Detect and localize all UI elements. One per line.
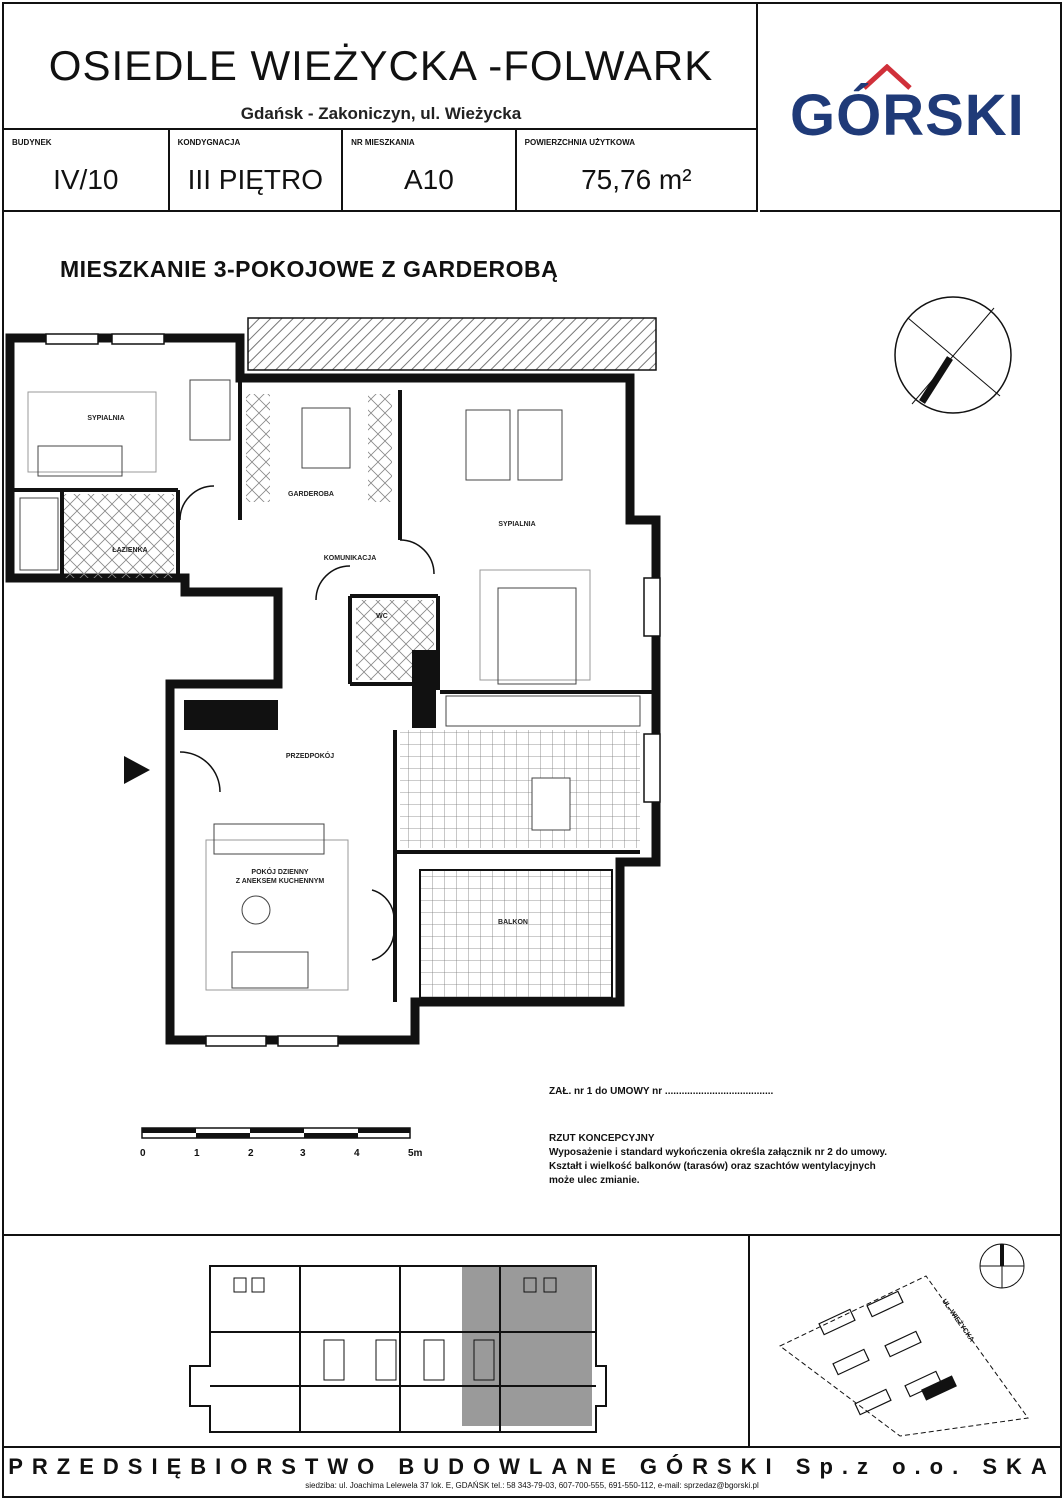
company-logo: GÓRSKI bbox=[790, 83, 1025, 148]
room-label-wc: WC bbox=[376, 613, 388, 620]
info-label: BUDYNEK bbox=[12, 138, 52, 147]
carpet bbox=[480, 570, 590, 680]
wardrobe-block bbox=[184, 700, 278, 730]
room-label-bedroom: SYPIALNIA bbox=[498, 521, 536, 528]
project-subtitle: Gdańsk - Zakoniczyn, ul. Wieżycka bbox=[240, 104, 522, 123]
plan-notes bbox=[549, 1132, 1039, 1188]
sofa bbox=[214, 824, 324, 854]
kitchen-floor bbox=[400, 730, 640, 848]
scale-bar bbox=[140, 1126, 423, 1166]
info-value: III PIĘTRO bbox=[187, 164, 324, 195]
wardrobe-shelf bbox=[368, 394, 392, 502]
project-title: OSIEDLE WIEŻYCKA -FOLWARK bbox=[48, 42, 714, 89]
info-value: A10 bbox=[403, 164, 454, 195]
north-compass-icon bbox=[890, 292, 1016, 418]
armchair bbox=[466, 410, 510, 480]
annex-reference: ZAŁ. nr 1 do UMOWY nr ....................................... bbox=[549, 1086, 774, 1097]
balcony-floor bbox=[420, 870, 612, 998]
roof-overhang bbox=[248, 318, 656, 370]
wardrobe-shelf bbox=[246, 394, 270, 502]
apartment-heading: MIESZKANIE 3-POKOJOWE Z GARDEROBĄ bbox=[60, 256, 559, 282]
rug bbox=[206, 840, 348, 990]
room-label-living-room-kitchen: Z ANEKSEM KUCHENNYM bbox=[235, 878, 325, 885]
street-label: UL. WIEŻYCKA bbox=[940, 1298, 976, 1344]
scale-tick: 0 bbox=[140, 1148, 146, 1159]
room-label-balcony: BALKON bbox=[498, 919, 528, 926]
site-plan-graphic bbox=[750, 1236, 1062, 1446]
kitchen-counter bbox=[446, 696, 640, 726]
room-label-wardrobe: GARDEROBA bbox=[288, 491, 334, 498]
info-value: IV/10 bbox=[53, 164, 119, 195]
notes-line: Wyposażenie i standard wykończenia określa załącznik nr 2 do umowy. bbox=[549, 1147, 888, 1158]
notes-line: Kształt i wielkość balkonów (tarasów) oraz szachtów wentylacyjnych bbox=[549, 1161, 876, 1172]
ottoman bbox=[302, 408, 350, 468]
scale-tick: 2 bbox=[248, 1148, 254, 1159]
site-plan bbox=[748, 1236, 1060, 1446]
vent-shaft bbox=[412, 650, 436, 728]
bathroom-tiles bbox=[64, 494, 174, 578]
room-label-hall: KOMUNIKACJA bbox=[323, 555, 377, 562]
scale-tick: 3 bbox=[300, 1148, 306, 1159]
info-label: NR MIESZKANIA bbox=[351, 138, 415, 147]
scale-tick: 1 bbox=[194, 1148, 200, 1159]
building-key-plan bbox=[4, 1236, 748, 1446]
notes-line: może ulec zmianie. bbox=[549, 1175, 640, 1186]
bed bbox=[498, 588, 576, 684]
notes-heading: RZUT KONCEPCYJNY bbox=[549, 1133, 655, 1144]
coffee-table bbox=[242, 896, 270, 924]
info-label: KONDYGNACJA bbox=[177, 138, 241, 147]
scale-tick: 5m bbox=[408, 1148, 423, 1159]
company-address: siedziba: ul. Joachima Lelewela 37 lok. E, GDAŃSK tel.: 58 343-79-03, 607-700-555, 691-550-112, e-mail: sprzedaz@bgorski.pl bbox=[305, 1481, 759, 1490]
info-label: POWIERZCHNIA UŻYTKOWA bbox=[524, 138, 636, 147]
room-label-entrance: PRZEDPOKÓJ bbox=[285, 753, 335, 760]
highlighted-unit bbox=[462, 1266, 592, 1426]
scale-bar-graphic bbox=[140, 1126, 420, 1146]
scale-tick: 4 bbox=[354, 1148, 360, 1159]
key-plan-graphic bbox=[4, 1236, 748, 1446]
bathtub bbox=[20, 498, 58, 570]
info-value: 75,76 m² bbox=[581, 164, 692, 195]
desk bbox=[190, 380, 230, 440]
room-label-living-room: POKÓJ DZIENNY bbox=[251, 869, 309, 876]
dining-table bbox=[532, 778, 570, 830]
room-label-bedroom: SYPIALNIA bbox=[87, 415, 125, 422]
room-label-bathroom: ŁAZIENKA bbox=[112, 547, 148, 554]
carpet bbox=[28, 392, 156, 472]
company-bar bbox=[4, 1446, 1060, 1496]
armchair bbox=[518, 410, 562, 480]
entrance-arrow-icon bbox=[124, 756, 150, 784]
company-name: PRZEDSIĘBIORSTWO BUDOWLANE GÓRSKI Sp.z o.o. SKA bbox=[8, 1454, 1056, 1479]
sofa bbox=[232, 952, 308, 988]
